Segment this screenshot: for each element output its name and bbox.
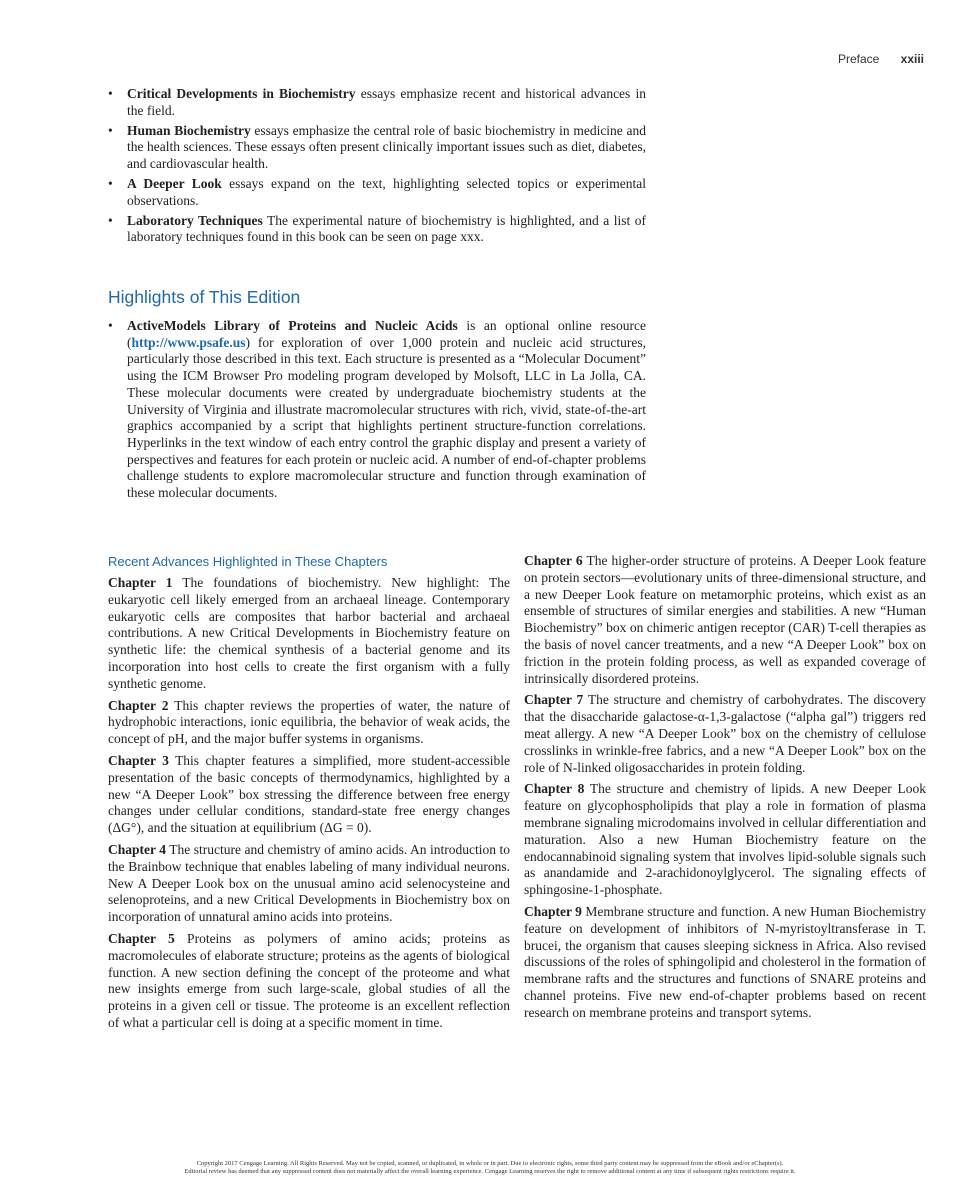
chapter-9-summary <box>524 904 926 1022</box>
chapter-label: Chapter 9 <box>524 903 582 919</box>
chapter-label: Chapter 6 <box>524 553 583 568</box>
chapter-4-summary <box>108 842 510 926</box>
feature-title: Laboratory Techniques <box>127 212 263 228</box>
chapter-text: The higher-order structure of proteins. A Deeper Look feature on protein sectors—evolutionary units of three-dimensional structure, and a new Deeper Look feature on metamorphic proteins, which exist as an ensemble of structures of similar energies and stabilities. A new “Human Biochemistry” box on chimeric antigen receptor (CAR) T-cell therapies as the basis of novel cancer treatments, and a new “A Deeper Look” box on friction in the protein folding process, as well as expanded coverage of intrinsically disordered proteins. <box>524 553 926 686</box>
chapter-7-summary <box>524 692 926 776</box>
highlights-list <box>108 318 646 505</box>
psafe-link[interactable]: http://www.psafe.us <box>131 334 246 350</box>
feature-list <box>108 86 646 249</box>
chapter-label: Chapter 8 <box>524 781 585 797</box>
page-number: xxiii <box>900 52 924 66</box>
chapter-text: Proteins as polymers of amino acids; proteins as macromolecules of elaborate structure; proteins as the agents of biological function. A new section defining the concept of the proteome and what new insights emerge from such large-scale, global studies of all the proteins in a given cell or tissue. The proteome is an excellent reflection of what a particular cell is doing at a specific moment in time. <box>108 930 510 1030</box>
chapter-text: Membrane structure and function. A new Human Biochemistry feature on development of inhibitors of N-myristoyltransferase in T. brucei, the organism that causes sleeping sickness in Africa. Also revised discussions of the roles of sphingolipid and cholesterol in the formation of membrane rafts and the structures and functions of SNARE proteins and channel proteins. Five new end-of-chapter problems based on recent research on membrane proteins and transport sytems. <box>524 903 926 1020</box>
chapter-3-summary <box>108 753 510 837</box>
chapter-5-summary <box>108 931 510 1032</box>
chapter-label: Chapter 3 <box>108 752 169 768</box>
feature-title: Critical Developments in Biochemistry <box>127 86 356 101</box>
chapter-text: The foundations of biochemistry. New highlight: The eukaryotic cell likely emerged from an archaeal lineage. Contemporary eukaryotic cells are composites that harbor bacterial and archaeal contributions. A new Critical Developments in Biochemistry feature on synthetic life: the chemical synthesis of a bacterial genome and its incorporation into host cells to create the first organism with a fully synthetic genome. <box>108 575 510 691</box>
chapter-6-summary <box>524 553 926 687</box>
chapter-1-summary <box>108 575 510 693</box>
chapter-label: Chapter 2 <box>108 697 169 713</box>
chapter-text: The structure and chemistry of lipids. A new Deeper Look feature on glycophospholipids that play a role in formation of plasma membrane signaling microdomains involved in cellular differentiation and maturation. Also a new Human Biochemistry feature on the endocannabinoid signaling system that involves lipid-soluble signals such as anandamide and 2-arachidonoylglycerol. The signaling effects of sphingosine-1-phosphate. <box>524 781 927 898</box>
left-column <box>108 553 510 1037</box>
chapter-label: Chapter 5 <box>108 930 175 946</box>
highlight-text-2: ) for exploration of over 1,000 protein and nucleic acid structures, particularly those described in this text. Each structure is presented as a “Molecular Document” using the ICM Browser Pro modeling program developed by Molsoft, LLC in La Jolla, CA. These molecular documents were created by undergraduate biochemistry students at the University of Virginia and illustrate macromolecular structures with rich, vivid, state-of-the-art graphics accompanied by a script that highlights pertinent structure-function correlations. Hyperlinks in the text window of each entry control the graphic display and present a variety of perspectives and features for each protein or nucleic acid. A number of end-of-chapter problems challenge students to explore macromolecular structure and function through examination of these molecular documents. <box>127 334 646 501</box>
chapter-label: Chapter 1 <box>108 575 173 590</box>
chapter-text: The structure and chemistry of amino acids. An introduction to the Brainbow technique that enables labeling of many individual neurons. New A Deeper Look box on the unusual amino acid selenocysteine and selenoproteins, and a new Critical Developments in Biochemistry box on incorporation of unnatural amino acids into proteins. <box>108 841 510 925</box>
feature-text: The experimental nature of biochemistry is highlighted, and a list of laboratory techniques found in this book can be seen on page xxx. <box>127 212 646 245</box>
feature-title: A Deeper Look <box>127 175 222 191</box>
highlight-text-1: is an optional online resource ( <box>127 318 646 350</box>
chapter-2-summary <box>108 698 510 748</box>
feature-text: essays emphasize recent and historical advances in the field. <box>127 86 646 118</box>
section-name: Preface <box>837 52 880 66</box>
feature-item <box>108 213 646 247</box>
chapter-label: Chapter 7 <box>524 692 584 708</box>
copyright-line-1: Copyright 2017 Cengage Learning. All Rights Reserved. May not be copied, scanned, or duplicated, in whole or in part. Due to electronic rights, some third party content may be suppressed from the eBook and/or eChapter(s). <box>196 1160 784 1167</box>
feature-item <box>108 86 646 120</box>
chapter-text: The structure and chemistry of carbohydrates. The discovery that the disaccharide galactose-α-1,3-galactose (“alpha gal”) triggers red meat allergy. A new “A Deeper Look” box on the chemistry of cellulose crosslinks in wrinkle-free fabrics, and a new “A Deeper Look” box on the role of N-linked oligosaccharides in protein folding. <box>524 692 926 775</box>
chapter-text: This chapter features a simplified, more student-accessible presentation of the basic concepts of thermodynamics, highlighted by a new “A Deeper Look” box stressing the difference between free energy changes under cellular conditions, standard-state free energy changes (ΔG°), and the situation at equilibrium (ΔG = 0). <box>108 752 510 836</box>
feature-item <box>108 123 646 173</box>
highlights-heading: Highlights of This Edition <box>108 287 301 307</box>
highlight-item <box>108 318 646 502</box>
feature-title: Human Biochemistry <box>127 122 251 138</box>
chapter-8-summary <box>524 781 926 899</box>
chapter-text: This chapter reviews the properties of water, the nature of hydrophobic interactions, ionic equilibria, the behavior of weak acids, the concept of pH, and the major buffer systems in organisms. <box>108 697 510 747</box>
page-header <box>838 52 924 66</box>
copyright-line-2: Editorial review has deemed that any suppressed content does not materially affect the overall learning experience. Cengage Learning reserves the right to remove additional content at any time if subsequent rights restrictions require it. <box>184 1168 796 1175</box>
right-column <box>524 553 926 1027</box>
chapter-label: Chapter 4 <box>108 841 166 857</box>
highlight-item-title: ActiveModels Library of Proteins and Nucleic Acids <box>127 318 458 333</box>
copyright-footer <box>0 1160 980 1176</box>
feature-text: essays emphasize the central role of basic biochemistry in medicine and the health sciences. These essays often present clinically important issues such as diet, diabetes, and cardiovascular health. <box>127 122 646 172</box>
feature-item <box>108 176 646 210</box>
feature-text: essays expand on the text, highlighting selected topics or experimental observations. <box>127 175 646 208</box>
recent-advances-heading: Recent Advances Highlighted in These Chapters <box>108 554 388 569</box>
